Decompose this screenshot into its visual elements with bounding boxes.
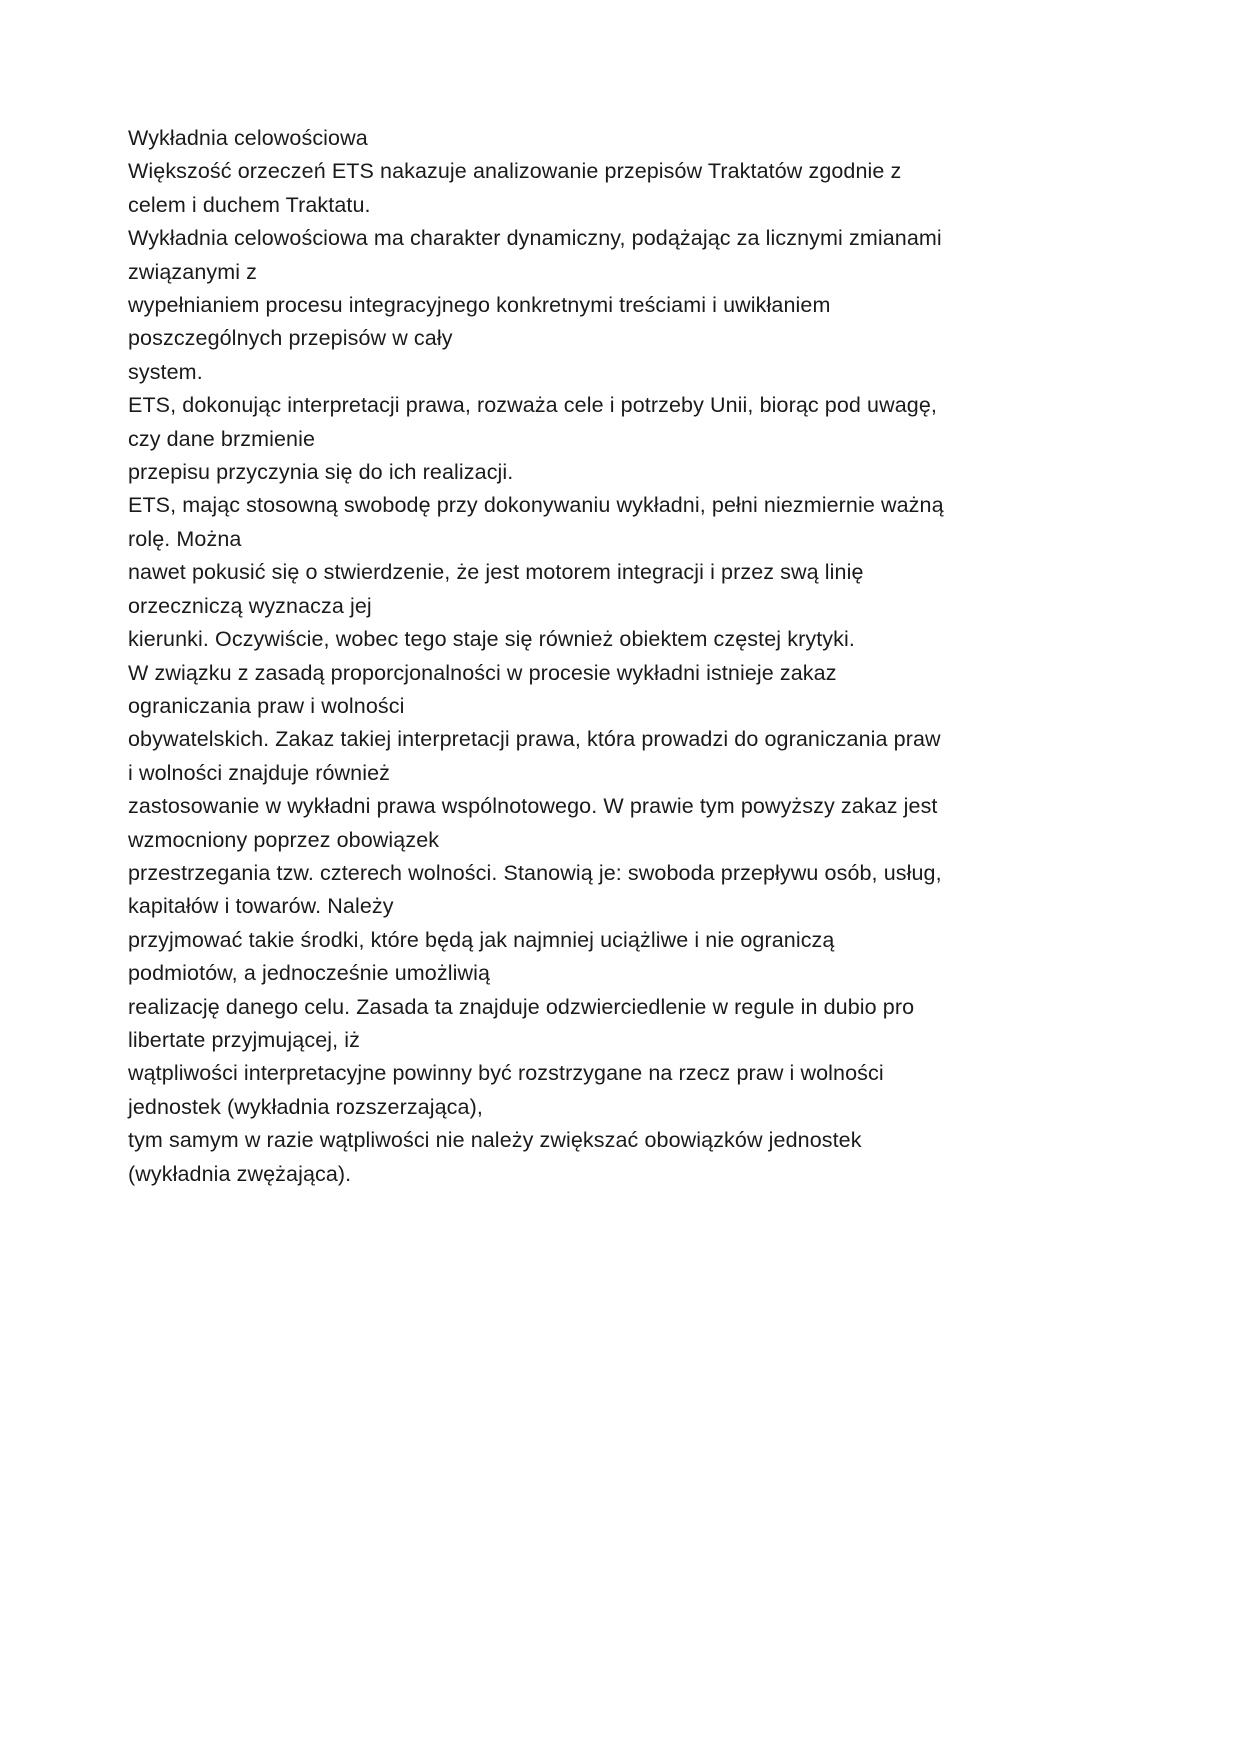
document-line: podmiotów, a jednocześnie umożliwią [128,961,491,986]
document-line: nawet pokusić się o stwierdzenie, że jest motorem integracji i przez swą linię [128,560,864,585]
document-line: przestrzegania tzw. czterech wolności. Stanowią je: swoboda przepływu osób, usług, [128,860,942,885]
document-line: celem i duchem Traktatu. [128,192,371,217]
document-line: czy dane brzmienie [128,426,316,451]
document-line: orzeczniczą wyznacza jej [128,593,372,618]
document-line: przepisu przyczynia się do ich realizacji. [128,460,514,485]
document-line: obywatelskich. Zakaz takiej interpretacji prawa, która prowadzi do ograniczania praw [128,727,941,752]
document-line: ograniczania praw i wolności [128,693,405,718]
document-line: wzmocniony poprzez obowiązek [128,827,440,852]
document-heading: Wykładnia celowościowa [128,126,368,150]
document-line: tym samym w razie wątpliwości nie należy zwiększać obowiązków jednostek [128,1128,862,1153]
document-line: Wykładnia celowościowa ma charakter dynamiczny, podążając za licznymi zmianami [128,226,942,251]
document-line: przyjmować takie środki, które będą jak najmniej uciążliwe i nie ograniczą [128,927,835,952]
document-line: poszczególnych przepisów w cały [128,326,453,351]
document-text-block [128,122,1088,1191]
document-line: realizację danego celu. Zasada ta znajduje odzwierciedlenie w regule in dubio pro [128,994,915,1019]
document-line: ETS, dokonując interpretacji prawa, rozważa cele i potrzeby Unii, biorąc pod uwagę, [128,393,937,418]
document-line: W związku z zasadą proporcjonalności w procesie wykładni istnieje zakaz [128,660,837,685]
document-line: libertate przyjmującej, iż [128,1027,361,1052]
document-line: i wolności znajduje również [128,760,391,785]
document-line: system. [128,359,203,384]
document-line: jednostek (wykładnia rozszerzająca), [128,1094,483,1119]
document-line: związanymi z [128,259,258,284]
document-line: rolę. Można [128,526,242,551]
document-line: (wykładnia zwężająca). [128,1161,352,1186]
document-line: wypełnianiem procesu integracyjnego konkretnymi treściami i uwikłaniem [128,293,831,318]
document-line: Większość orzeczeń ETS nakazuje analizowanie przepisów Traktatów zgodnie z [128,159,902,184]
document-line: kapitałów i towarów. Należy [128,894,394,919]
document-line: ETS, mając stosowną swobodę przy dokonywaniu wykładni, pełni niezmiernie ważną [128,493,944,518]
document-line: zastosowanie w wykładni prawa wspólnotowego. W prawie tym powyższy zakaz jest [128,794,938,819]
document-line: wątpliwości interpretacyjne powinny być rozstrzygane na rzecz praw i wolności [128,1061,884,1086]
document-line: kierunki. Oczywiście, wobec tego staje się również obiektem częstej krytyki. [128,627,855,652]
